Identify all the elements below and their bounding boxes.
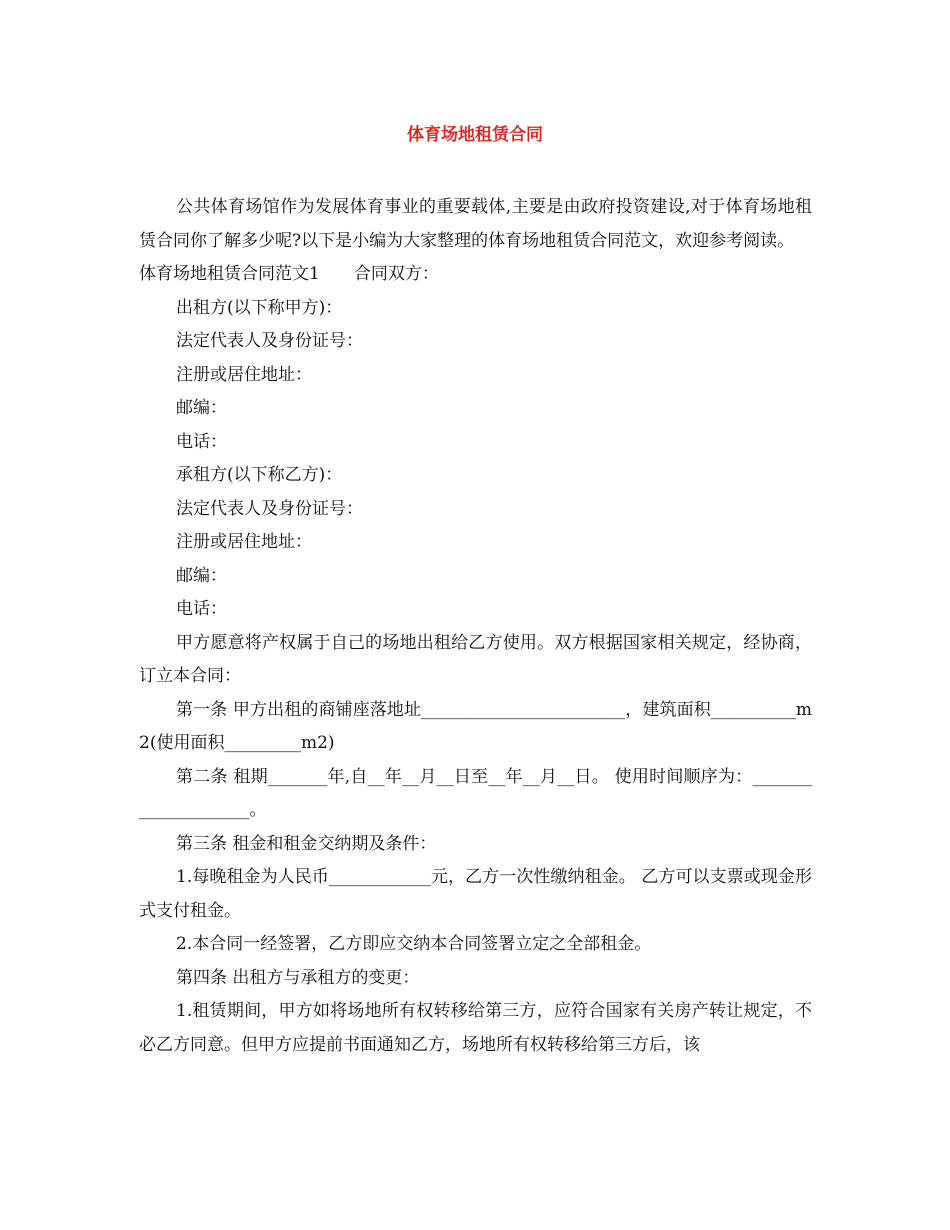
lessor-representative: 法定代表人及身份证号： — [176, 331, 363, 351]
lessee-address: 注册或居住地址： — [176, 532, 312, 552]
intro-paragraph: 公共体育场馆作为发展体育事业的重要载体,主要是由政府投资建设,对于体育场地租赁合同你了解多少呢?以下是小编为大家整理的体育场地租赁合同范文，欢迎参考阅读。 — [139, 197, 812, 251]
article-1: 第一条 甲方出租的商铺座落地址________________________，建筑面积__________m2(使用面积_________m2) — [139, 699, 812, 753]
lessee-label: 承租方(以下称乙方)： — [176, 465, 343, 485]
article-2: 第二条 租期_______年,自__年__月__日至__年__月__日。 使用时间顺序为：____________________。 — [139, 766, 812, 820]
lessor-label: 出租方(以下称甲方)： — [176, 297, 343, 318]
article-4-item-1: 1.租赁期间，甲方如将场地所有权转移给第三方，应符合国家有关房产转让规定，不必乙方同意。但甲方应提前书面通知乙方，场地所有权转移给第三方后，该 — [139, 1001, 812, 1055]
contract-heading-line: 体育场地租赁合同范文1 合同双方： — [139, 264, 439, 284]
article-4: 第四条 出租方与承租方的变更： — [176, 967, 420, 988]
lessee-postcode: 邮编： — [176, 565, 227, 586]
document-title: 体育场地租赁合同 — [407, 125, 543, 145]
article-3: 第三条 租金和租金交纳期及条件： — [176, 833, 437, 854]
agreement-paragraph: 甲方愿意将产权属于自己的场地出租给乙方使用。双方根据国家相关规定，经协商，订立本合同： — [139, 632, 812, 686]
article-3-item-1: 1.每晚租金为人民币____________元，乙方一次性缴纳租金。 乙方可以支票或现金形式支付租金。 — [139, 867, 812, 921]
lessee-representative: 法定代表人及身份证号： — [176, 498, 363, 519]
lessor-phone: 电话： — [176, 431, 227, 452]
document-body — [139, 191, 812, 1062]
lessor-postcode: 邮编： — [176, 398, 227, 418]
lessee-phone: 电话： — [176, 599, 227, 619]
lessor-address: 注册或居住地址： — [176, 364, 312, 385]
article-3-item-2: 2.本合同一经签署，乙方即应交纳本合同签署立定之全部租金。 — [176, 934, 652, 954]
